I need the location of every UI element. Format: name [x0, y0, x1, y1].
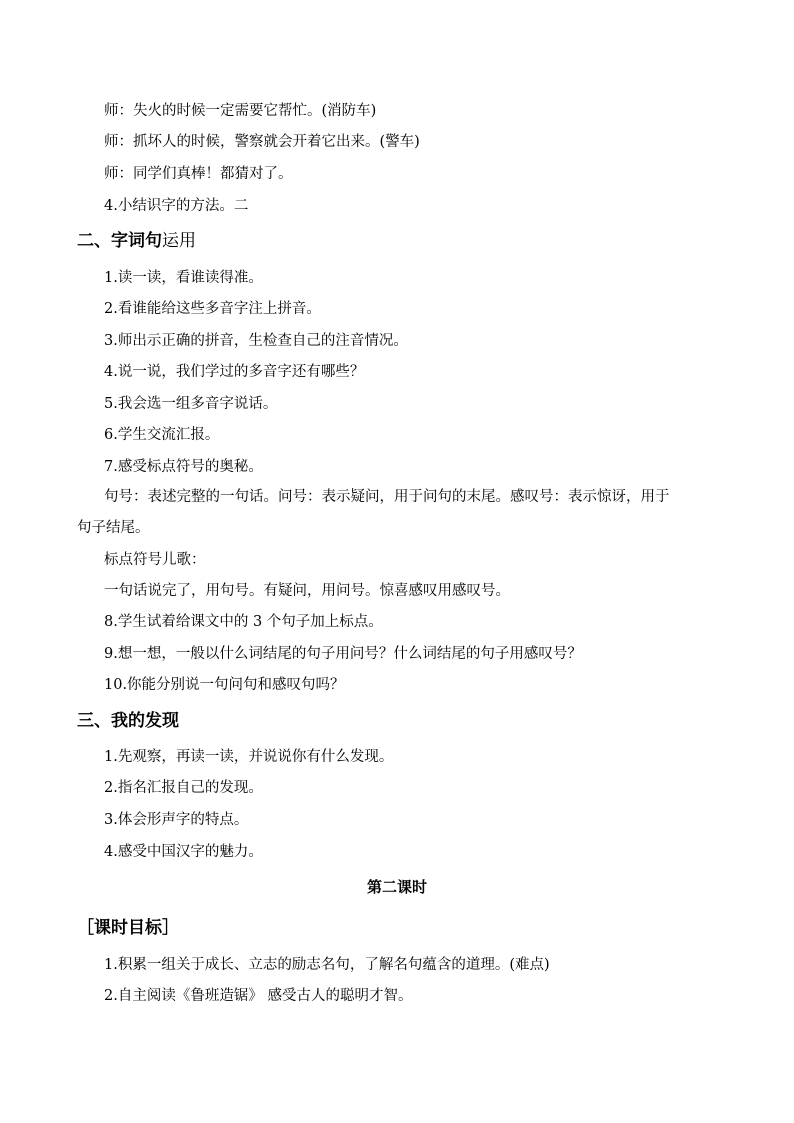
goal-item: 2.自主阅读《鲁班造锯》 感受古人的聪明才智。	[104, 988, 413, 1004]
song-title: 标点符号儿歌：	[104, 552, 206, 568]
list-item: 2.看谁能给这些多音字注上拼音。	[104, 301, 321, 317]
list-item: 3.师出示正确的拼音，生检查自己的注音情况。	[104, 333, 408, 349]
list-item: 6.学生交流汇报。	[104, 427, 220, 443]
lesson-title: 第二课时	[366, 878, 427, 896]
punctuation-explanation: 句号：表述完整的一句话。问号：表示疑问，用于问句的末尾。感叹号：表示惊讶，用于	[104, 489, 670, 505]
section-heading-discovery: 三、我的发现	[77, 711, 179, 731]
section-heading-words-bold: 二、字词句	[77, 231, 162, 251]
section-heading-words-light: 运用	[162, 231, 196, 251]
list-item: 8.学生试着给课文中的 3 个句子加上标点。	[104, 614, 383, 630]
goals-heading: ［课时目标］	[77, 918, 179, 938]
list-item: 1.读一读，看谁读得准。	[104, 270, 263, 286]
goal-item: 1.积累一组关于成长、立志的励志名句，了解名句蕴含的道理。(难点)	[104, 957, 550, 973]
section-heading-words	[77, 230, 196, 252]
dialogue-line-fire-truck: 师：失火的时候一定需要它帮忙。(消防车)	[104, 103, 377, 119]
dialogue-line-police-car: 师：抓坏人的时候，警察就会开着它出来。(警车)	[104, 134, 420, 150]
list-item: 4.感受中国汉字的魅力。	[104, 844, 263, 860]
list-item: 3.体会形声字的特点。	[104, 812, 249, 828]
list-item: 4.说一说，我们学过的多音字还有哪些？	[104, 364, 365, 380]
punctuation-explanation-continued: 句子结尾。	[77, 520, 150, 536]
list-item: 7.感受标点符号的奥秘。	[104, 459, 263, 475]
song-text: 一句话说完了，用句号。有疑问，用问号。惊喜感叹用感叹号。	[104, 583, 510, 599]
list-item: 10.你能分别说一句问句和感叹句吗？	[104, 677, 345, 693]
summary-line: 4.小结识字的方法。二	[104, 198, 249, 214]
list-item: 9.想一想，一般以什么词结尾的句子用问号？什么词结尾的句子用感叹号？	[104, 646, 582, 662]
list-item: 1.先观察，再读一读，并说说你有什么发现。	[104, 749, 394, 765]
dialogue-line-praise: 师：同学们真棒！都猜对了。	[104, 166, 293, 182]
list-item: 5.我会选一组多音字说话。	[104, 396, 278, 412]
list-item: 2.指名汇报自己的发现。	[104, 780, 263, 796]
